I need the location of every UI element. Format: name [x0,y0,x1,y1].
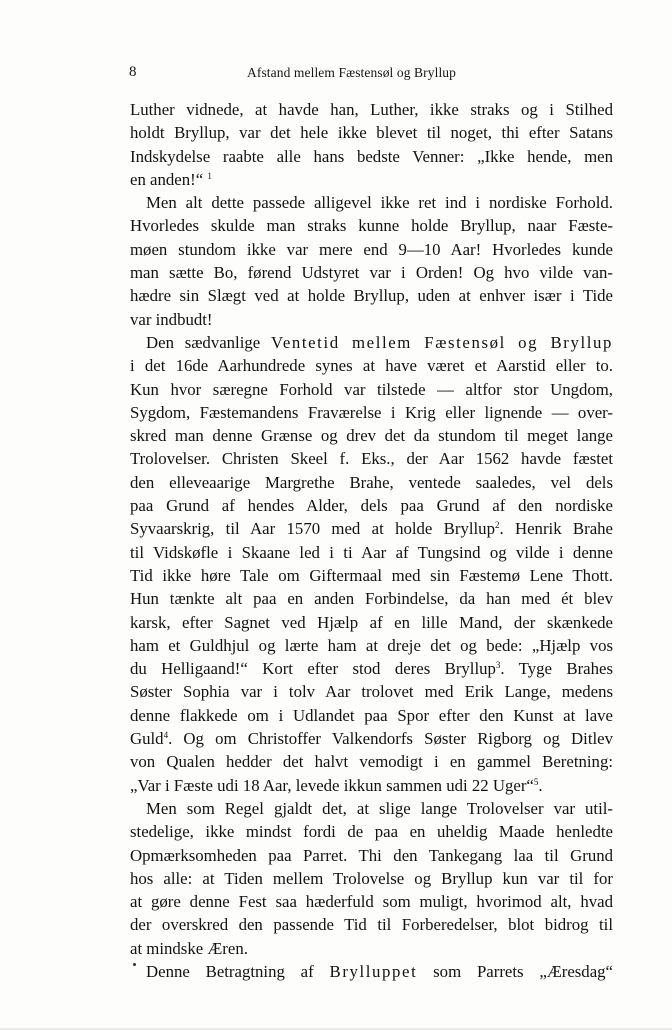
text-line: den elleveaarige Margrethe Brahe, ventede saaledes, vel dels [130,472,613,492]
text-segment: „Var i Fæste udi 18 Aar, levede ikkun sammen udi 22 Uger“ [130,775,534,795]
text-line: var indbudt! [130,309,213,329]
text-line: man sætte Bo, førend Udstyret var i Orden! Og hvo vilde van- [130,263,613,283]
text-line: hædre sin Slægt ved at holde Bryllup, uden at enhver især i Tide [130,286,613,306]
text-line: Men alt dette passede alligevel ikke ret ind i nordiske Forhold. [146,193,613,213]
footnote-ref: 4 [163,730,169,741]
text-line: paa Grund af hendes Alder, dels paa Grund af den nordiske [130,496,613,516]
text-line: til Vidskøfle i Skaane led i ti Aar af Tungsind og vilde i denne [130,542,613,562]
body-text [130,98,613,983]
text-line: Hvorledes skulde man straks kunne holde Bryllup, naar Fæste- [130,216,613,236]
text-line: hos alle: at Tiden mellem Trolovelse og Bryllup kun var til for [130,868,613,888]
text-line: von Qualen hedder det halvt vemodigt i en gammel Beretning: [130,752,613,772]
text-line [130,960,613,983]
text-line: Men som Regel gjaldt det, at slige lange Trolovelser var util- [146,798,613,818]
text-line: i det 16de Aarhundrede synes at have været et Aarstid eller to. [130,356,613,376]
spaced-emphasis: Brylluppet [329,961,418,981]
text-segment: . Og om Christoffer Valkendorfs Søster Rigborg og Ditlev [168,729,613,749]
text-line: Kun hvor særegne Forhold var tilstede — altfor stor Ungdom, [130,379,613,399]
page-header [129,64,612,84]
text-line [130,331,613,354]
page-number: 8 [129,64,137,80]
text-segment: . Henrik Brahe [499,519,613,539]
text-line [130,168,613,191]
text-segment: . [538,775,543,795]
text-segment: Syvaarskrig, til Aar 1570 med at holde Bryllup [130,519,495,539]
text-segment: en anden!“ [130,169,204,189]
text-line: Sygdom, Fæstemandens Fraværelse i Krig eller lignende — over- [130,402,613,422]
text-line: Indskydelse raabte alle hans bedste Venner: „Ikke hende, men [130,146,613,166]
text-line: ham et Guldhjul og lærte ham at dreje det og bede: „Hjælp vos [130,635,613,655]
text-segment: . Tyge Brahes [500,659,613,679]
text-line: holdt Bryllup, var det hele ikke blevet til noget, thi efter Satans [130,123,613,143]
footnote-ref: 1 [207,170,212,181]
text-line [130,517,613,540]
ink-speck [133,963,136,966]
footnote-ref: 5 [533,776,539,787]
running-head: Afstand mellem Fæstensøl og Bryllup [247,65,456,80]
footnote-ref: 2 [494,520,500,531]
text-line: Søster Sophia var i tolv Aar trolovet med Erik Lange, medens [130,682,613,702]
text-segment: Guld [130,729,164,749]
text-line: denne flakkede om i Udlandet paa Spor efter den Kunst at lave [130,705,613,725]
text-line: møen stundom ikke var mere end 9—10 Aar! Hvorledes kunde [130,239,613,259]
text-line: stedelige, ikke mindst fordi de paa en uheldig Maade henledte [130,822,613,842]
text-line: Tid ikke høre Tale om Giftermaal med sin Fæstemø Lene Thott. [130,565,613,585]
text-line: Trolovelser. Christen Skeel f. Eks., der Aar 1562 havde fæstet [130,449,613,469]
text-line: Hun tænkte alt paa en anden Forbindelse, da han med ét blev [130,589,613,609]
text-line: Opmærksomheden paa Parret. Thi den Tankegang laa til Grund [130,845,613,865]
text-line [130,774,613,797]
text-segment: du Helligaand!“ Kort efter stod deres Bryllup [130,659,496,679]
footnote-ref: 3 [495,660,501,671]
text-line: karsk, efter Sagnet ved Hjælp af en lille Mand, der skænkede [130,612,613,632]
text-line: at mindske Æren. [130,938,248,958]
text-segment: Den sædvanlige [146,332,261,352]
spaced-emphasis: Ventetid mellem Fæstensøl og Bryllup [270,332,613,352]
text-line [130,727,613,750]
text-segment: som Parrets „Æresdag“ [433,961,613,981]
text-line: at gøre denne Fest saa hæderfuld som muligt, hvorimod alt, hvad [130,892,613,912]
text-line: skred man denne Grænse og drev det da stundom til meget lange [130,426,613,446]
text-line: Luther vidnede, at havde han, Luther, ikke straks og i Stilhed [130,100,613,119]
text-segment: Denne Betragtning af [146,961,314,981]
text-line [130,657,613,680]
text-line: der overskred den passende Tid til Forberedelser, blot bidrog til [130,915,613,935]
